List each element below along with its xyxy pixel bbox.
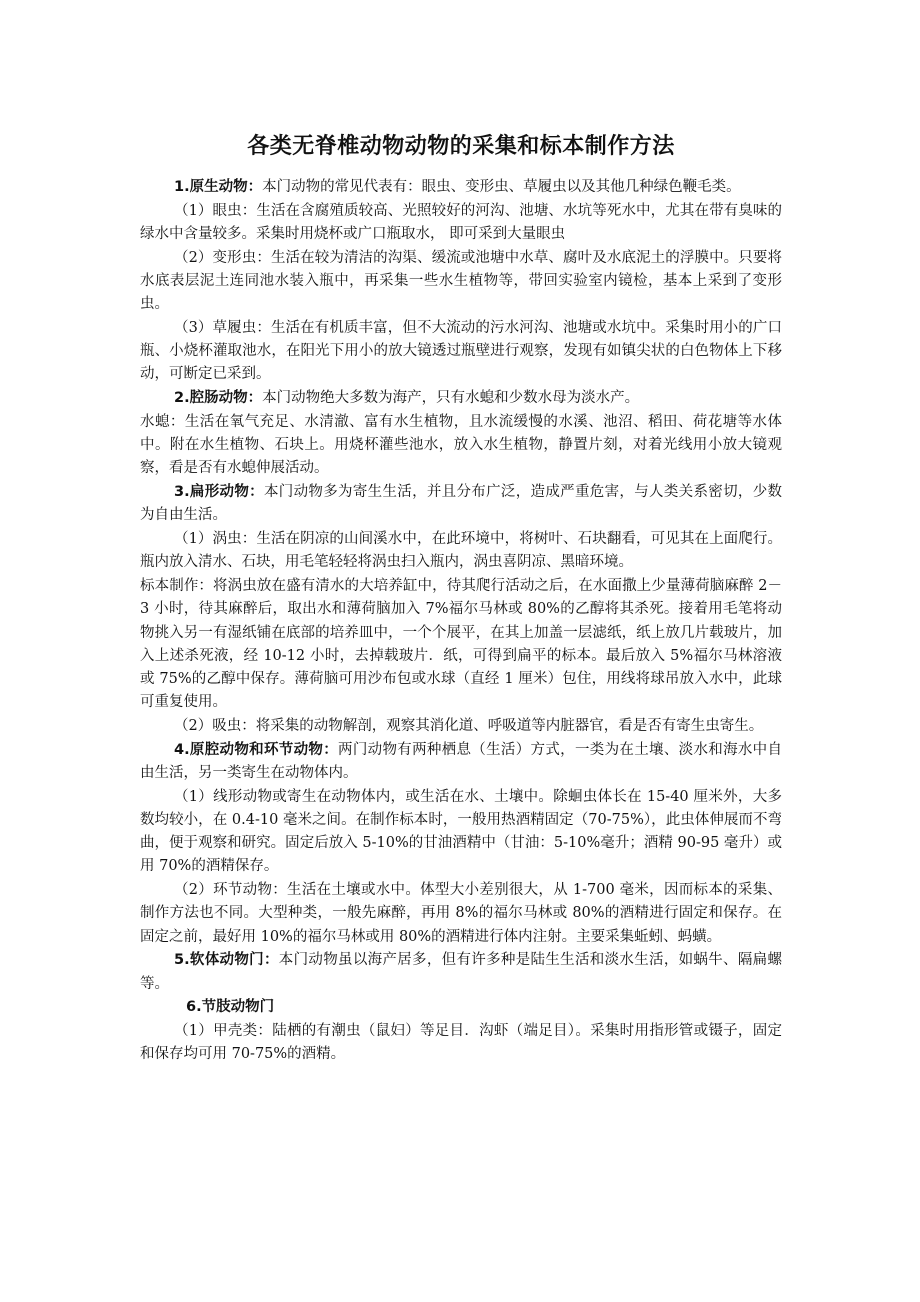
paragraph-platyhelminthes <box>140 481 782 527</box>
heading-coelenterata: 2.腔肠动物： <box>174 390 263 407</box>
document-title: 各类无脊椎动物动物的采集和标本制作方法 <box>247 134 675 159</box>
paragraph-text: 本门动物的常见代表有：眼虫、变形虫、草履虫以及其他几种绿色鞭毛类。 <box>262 179 741 195</box>
paragraph-text: （2）环节动物：生活在土壤或水中。体型大小差别很大，从 1-700 毫米，因而标本的采集、制作方法也不同。大型种类，一般先麻醉，再用 8%的福尔马林或 80%的酒精进行固定和保存。在固定之前，最好用 10%的福尔马林或用 80%的酒精进行体内注射。主要采集蚯蚓、蚂蟥。 <box>140 882 782 945</box>
paragraph-text: （2）变形虫：生活在较为清洁的沟渠、缓流或池塘中水草、腐叶及水底泥土的浮膜中。只要将水底表层泥土连同池水装入瓶中，再采集一些水生植物等，带回实验室内镜检，基本上采到了变形虫。 <box>140 249 782 313</box>
paragraph-text: 水螅：生活在氧气充足、水清澈、富有水生植物，且水流缓慢的水溪、池沼、稻田、荷花塘等水体中。附在水生植物、石块上。用烧杯灌些池水，放入水生植物，静置片刻，对着光线用小放大镜观察，看是否有水螅伸展活动。 <box>140 414 782 477</box>
heading-mollusca: 5.软体动物门： <box>174 952 279 969</box>
paragraph-specimen-making <box>140 575 782 714</box>
paragraph-paramecium <box>140 317 782 387</box>
paragraph-coelenterata <box>140 387 782 410</box>
paragraph-planarian <box>140 528 782 574</box>
document-page <box>140 130 782 1067</box>
paragraph-amoeba <box>140 247 782 317</box>
paragraph-mollusca <box>140 949 782 995</box>
paragraph-text: （1）线形动物或寄生在动物体内，或生活在水、土壤中。除蛔虫体长在 15-40 厘米外，大多数均较小，在 0.4-10 毫米之间。在制作标本时，一般用热酒精固定（70-75%），此虫体伸展而不弯曲，便于观察和研究。固定后放入 5-10%的甘油酒精中（甘油：5-10%毫升；酒精 90-95 毫升）或用 70%的酒精保存。 <box>140 788 782 875</box>
paragraph-text: 本门动物虽以海产居多，但有许多种是陆生生活和淡水生活，如蜗牛、隔扁螺等。 <box>140 952 782 992</box>
paragraph-protozoa <box>140 176 782 199</box>
paragraph-text: 标本制作：将涡虫放在盛有清水的大培养缸中，待其爬行活动之后，在水面撒上少量薄荷脑麻醉 2－3 小时，待其麻醉后，取出水和薄荷脑加入 7%福尔马林或 80%的乙醇将其杀死。接着用毛笔将动物挑入另一有湿纸铺在底部的培养皿中，一个个展平，在其上加盖一层滤纸，纸上放几片载玻片，加入上述杀死液，经 10-12 小时，去掉载玻片．纸，可得到扁平的标本。最后放入 5%福尔马林溶液或 75%的乙醇中保存。薄荷脑可用沙布包或水球（直经 1 厘米）包住，用线将球吊放入水中，此球可重复使用。 <box>140 578 782 711</box>
paragraph-nematoda <box>140 786 782 879</box>
paragraph-text: 本门动物多为寄生生活，并且分布广泛，造成严重危害，与人类关系密切，少数为自由生活。 <box>140 484 782 524</box>
paragraph-text: （2）吸虫：将采集的动物解剖，观察其消化道、呼吸道等内脏器官，看是否有寄生虫寄生。 <box>174 718 764 735</box>
heading-nemathelminthes-annelida: 4.原腔动物和环节动物： <box>174 741 339 758</box>
paragraph-crustacea <box>140 1020 782 1066</box>
paragraph-text: （1）眼虫：生活在含腐殖质较高、光照较好的河沟、池塘、水坑等死水中，尤其在带有臭味的绿水中含量较多。采集时用烧杯或广口瓶取水， 即可采到大量眼虫 <box>140 202 782 242</box>
paragraph-nemathelminthes-annelida <box>140 739 782 785</box>
paragraph-text: 本门动物绝大多数为海产，只有水螅和少数水母为淡水产。 <box>262 390 640 407</box>
paragraph-hydra <box>140 411 782 481</box>
heading-protozoa: 1.原生动物： <box>174 179 263 195</box>
heading-arthropoda: 6.节肢动物门 <box>186 999 275 1016</box>
paragraph-fluke <box>140 715 782 738</box>
heading-platyhelminthes: 3.扁形动物： <box>174 484 264 501</box>
paragraph-text: （1）涡虫：生活在阴凉的山间溪水中，在此环境中，将树叶、石块翻看，可见其在上面爬行。瓶内放入清水、石块，用毛笔轻轻将涡虫扫入瓶内，涡虫喜阴凉、黑暗环境。 <box>140 531 782 571</box>
paragraph-text: 两门动物有两种栖息（生活）方式，一类为在土壤、淡水和海水中自由生活，另一类寄生在动物体内。 <box>140 741 782 782</box>
paragraph-text: （3）草履虫：生活在有机质丰富，但不大流动的污水河沟、池塘或水坑中。采集时用小的广口瓶、小烧杯灌取池水，在阳光下用小的放大镜透过瓶壁进行观察，发现有如镇尖状的白色物体上下移动，可断定已采到。 <box>140 320 782 383</box>
paragraph-arthropoda <box>140 996 782 1019</box>
paragraph-euglena <box>140 200 782 246</box>
paragraph-text: （1）甲壳类：陆栖的有潮虫（鼠妇）等足目．沟虾（端足目）。采集时用指形管或镊子，固定和保存均可用 70-75%的酒精。 <box>140 1023 782 1063</box>
paragraph-annelida <box>140 879 782 949</box>
